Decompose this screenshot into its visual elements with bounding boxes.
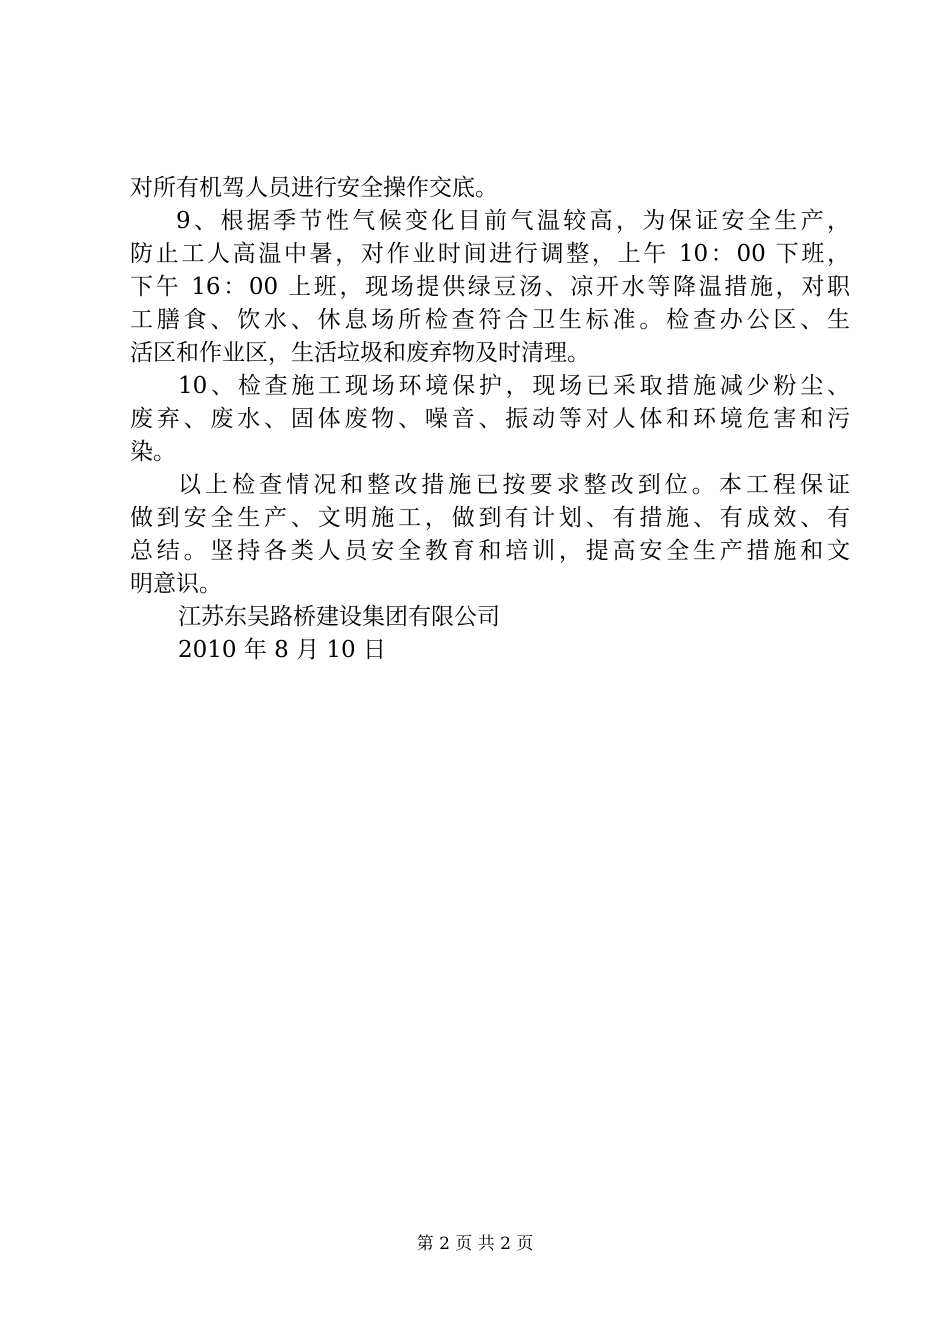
- paragraph-line: 9、根据季节性气候变化目前气温较高，为保证安全生产，: [176, 208, 850, 234]
- page-number-footer: 第 2 页 共 2 页: [416, 1234, 534, 1254]
- paragraph-line: 明意识。: [130, 571, 222, 597]
- signature-company: 江苏东吴路桥建设集团有限公司: [178, 604, 500, 630]
- paragraph-line: 工膳食、饮水、休息场所检查符合卫生标准。检查办公区、生: [130, 307, 850, 333]
- document-body: [130, 172, 850, 667]
- paragraph-line: 总结。坚持各类人员安全教育和培训，提高安全生产措施和文: [130, 538, 850, 564]
- paragraph-line: 活区和作业区，生活垃圾和废弃物及时清理。: [130, 340, 590, 366]
- paragraph-line: 10、检查施工现场环境保护，现场已采取措施减少粉尘、: [178, 373, 850, 399]
- paragraph-line: 废弃、废水、固体废物、噪音、振动等对人体和环境危害和污: [130, 406, 850, 432]
- paragraph-line: 以上检查情况和整改措施已按要求整改到位。本工程保证: [178, 472, 850, 498]
- paragraph-line: 做到安全生产、文明施工，做到有计划、有措施、有成效、有: [130, 505, 850, 531]
- paragraph-line: 染。: [130, 439, 176, 465]
- paragraph-line: 下午 16：00 上班，现场提供绿豆汤、凉开水等降温措施，对职: [130, 274, 850, 300]
- paragraph-line: 防止工人高温中暑，对作业时间进行调整，上午 10：00 下班，: [130, 241, 850, 267]
- signature-date: 2010 年 8 月 10 日: [178, 637, 386, 663]
- paragraph-line: 对所有机驾人员进行安全操作交底。: [130, 175, 498, 201]
